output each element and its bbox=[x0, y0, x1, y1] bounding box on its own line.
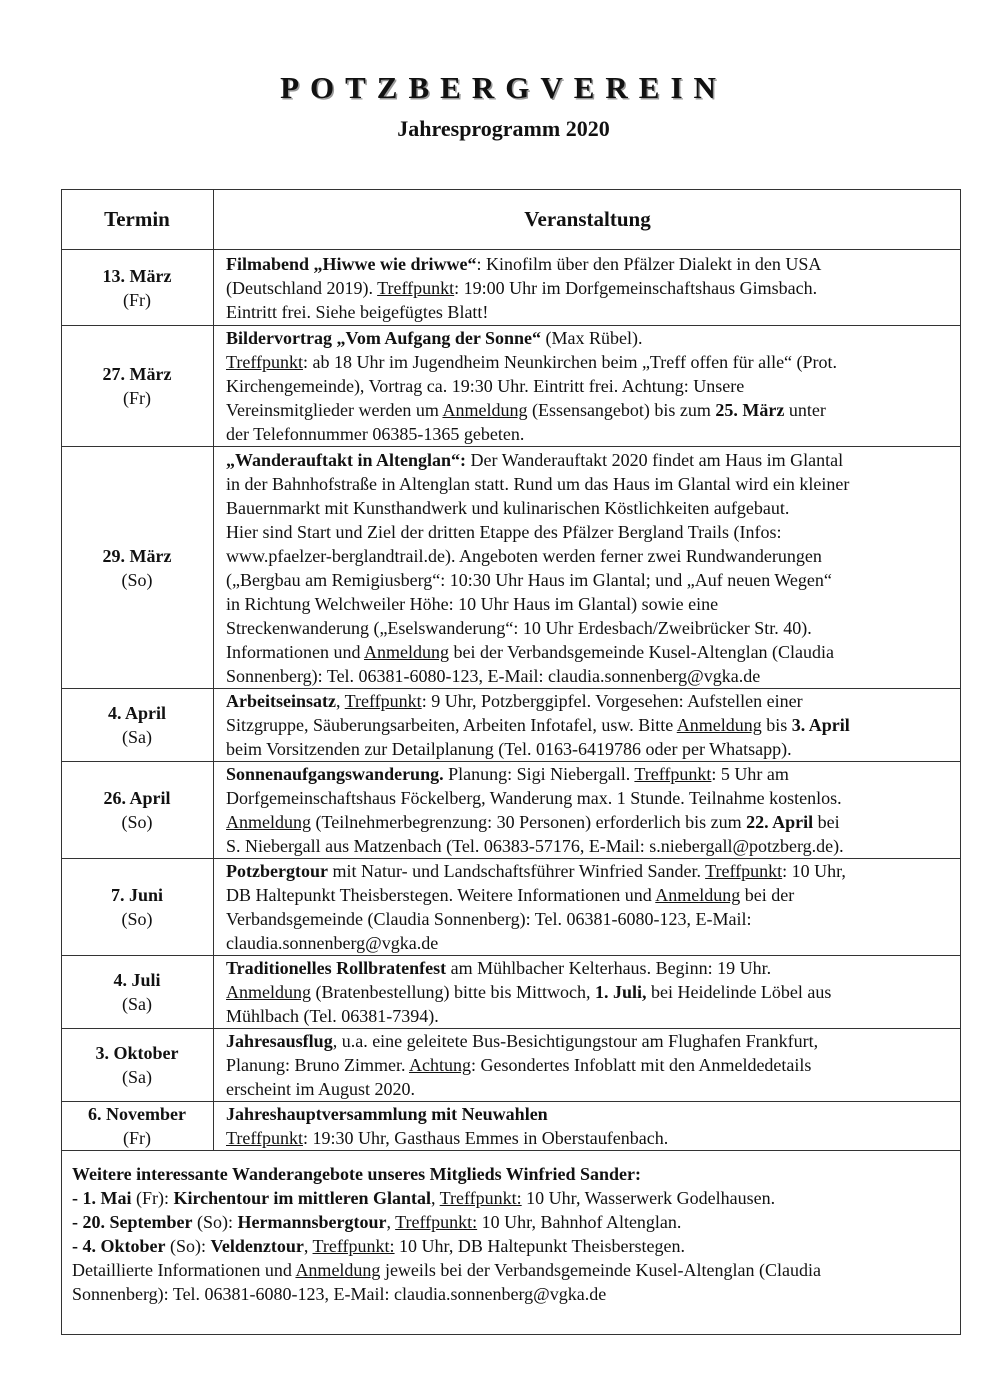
text-segment: , bbox=[303, 1236, 313, 1256]
text-line bbox=[226, 907, 957, 931]
text-segment: bei bbox=[813, 812, 840, 832]
bold-text: Arbeitseinsatz bbox=[226, 691, 336, 711]
text-segment: : ab 18 Uhr im Jugendheim Neunkirchen beim „Treff offen für alle“ (Prot. bbox=[303, 352, 838, 372]
text-segment: 10 Uhr, Bahnhof Altenglan. bbox=[477, 1212, 682, 1232]
underlined-term: Treffpunkt bbox=[634, 764, 712, 784]
bold-text: Sonnenaufgangswanderung. bbox=[226, 764, 444, 784]
bold-text: Filmabend „Hiwwe wie driwwe“ bbox=[226, 253, 477, 274]
text-line bbox=[226, 568, 957, 592]
text-line bbox=[226, 448, 957, 472]
text-line bbox=[226, 883, 957, 907]
text-segment: bei Heidelinde Löbel aus bbox=[646, 982, 832, 1002]
text-line bbox=[226, 1029, 957, 1053]
text-segment: in Richtung Welchweiler Höhe: 10 Uhr Haus im Glantal) sowie eine bbox=[226, 593, 719, 614]
table-row bbox=[61, 859, 961, 956]
text-segment: Vereinsmitglieder werden um bbox=[226, 400, 443, 420]
text-line bbox=[226, 762, 957, 786]
text-segment: (Max Rübel). bbox=[541, 328, 643, 348]
bold-text: Weitere interessante Wanderangebote unseres Mitglieds Winfried Sander: bbox=[72, 1164, 641, 1184]
table-row bbox=[61, 762, 961, 859]
column-header-event: Veranstaltung bbox=[214, 189, 962, 250]
text-segment: S. Niebergall aus Matzenbach (Tel. 06383-57176, E-Mail: s.niebergall@potzberg.de). bbox=[226, 836, 844, 856]
text-segment: (Deutschland 2019). bbox=[226, 277, 378, 298]
text-segment: Hier sind Start und Ziel der dritten Etappe des Pfälzer Bergland Trails (Infos: bbox=[226, 521, 782, 542]
event-date-cell bbox=[61, 250, 214, 326]
event-date-cell bbox=[61, 447, 214, 689]
bold-text: - 4. Oktober bbox=[72, 1236, 166, 1256]
text-segment: 10 Uhr, Wasserwerk Godelhausen. bbox=[521, 1188, 776, 1208]
event-date: 29. März bbox=[102, 545, 172, 566]
event-description bbox=[214, 447, 962, 689]
text-segment: Verbandsgemeinde (Claudia Sonnenberg): Tel. 06381-6080-123, E-Mail: bbox=[226, 909, 752, 929]
text-line bbox=[226, 276, 957, 300]
text-line bbox=[72, 1162, 952, 1186]
event-weekday: (Fr) bbox=[123, 289, 151, 310]
text-line bbox=[226, 252, 957, 276]
text-line bbox=[226, 326, 957, 350]
text-segment: DB Haltepunkt Theisberstegen. Weitere Informationen und bbox=[226, 885, 656, 905]
text-line bbox=[226, 544, 957, 568]
text-line bbox=[72, 1186, 952, 1210]
table-row bbox=[61, 250, 961, 326]
text-line bbox=[226, 664, 957, 688]
event-description bbox=[214, 250, 962, 326]
text-line bbox=[226, 374, 957, 398]
event-date-cell bbox=[61, 689, 214, 762]
text-line bbox=[226, 1053, 957, 1077]
text-segment: beim Vorsitzenden zur Detailplanung (Tel. 0163-6419786 oder per Whatsapp). bbox=[226, 739, 792, 759]
text-segment: , bbox=[335, 691, 345, 711]
text-segment: Streckenwanderung („Eselswanderung“: 10 Uhr Erdesbach/Zweibrücker Str. 40). bbox=[226, 617, 812, 638]
text-line bbox=[226, 520, 957, 544]
table-row bbox=[61, 689, 961, 762]
text-line bbox=[226, 931, 957, 955]
event-weekday: (So) bbox=[121, 569, 153, 590]
text-segment: , bbox=[430, 1188, 440, 1208]
table-row bbox=[61, 1102, 961, 1151]
text-line bbox=[72, 1258, 952, 1282]
text-segment: , u.a. eine geleitete Bus-Besichtigungstour am Flughafen Frankfurt, bbox=[332, 1031, 819, 1051]
underlined-term: Treffpunkt bbox=[377, 277, 455, 298]
event-date: 3. Oktober bbox=[95, 1043, 179, 1063]
bold-text: „Wanderauftakt in Altenglan“: bbox=[226, 449, 467, 470]
event-date: 6. November bbox=[88, 1104, 186, 1124]
underlined-term: Treffpunkt bbox=[344, 691, 422, 711]
underlined-term: Anmeldung bbox=[442, 400, 528, 420]
event-description bbox=[214, 956, 962, 1029]
text-line bbox=[226, 1077, 957, 1101]
underlined-term: Treffpunkt: bbox=[395, 1212, 478, 1232]
text-line bbox=[72, 1282, 952, 1306]
event-table bbox=[61, 189, 961, 1151]
text-segment: Planung: Bruno Zimmer. bbox=[226, 1055, 409, 1075]
text-segment: 10 Uhr, DB Haltepunkt Theisberstegen. bbox=[394, 1236, 685, 1256]
event-date-cell bbox=[61, 326, 214, 447]
event-weekday: (Sa) bbox=[122, 994, 152, 1014]
text-segment: Der Wanderauftakt 2020 findet am Haus im Glantal bbox=[466, 449, 844, 470]
document-title: POTZBERGVEREIN bbox=[280, 70, 727, 105]
text-segment: Planung: Sigi Niebergall. bbox=[443, 764, 635, 784]
text-line bbox=[226, 810, 957, 834]
text-segment: Informationen und bbox=[226, 641, 364, 662]
underlined-term: Treffpunkt: bbox=[439, 1188, 522, 1208]
text-segment: bis bbox=[761, 715, 792, 735]
text-line bbox=[226, 300, 957, 324]
text-segment: in der Bahnhofstraße in Altenglan statt. Rund um das Haus im Glantal wird ein kleiner bbox=[226, 473, 850, 494]
event-weekday: (Sa) bbox=[122, 727, 152, 747]
event-description bbox=[214, 326, 962, 447]
text-segment: Eintritt frei. Siehe beigefügtes Blatt! bbox=[226, 301, 489, 322]
event-table-body bbox=[61, 250, 961, 1151]
event-date: 4. April bbox=[107, 703, 166, 723]
underlined-term: Treffpunkt bbox=[226, 352, 304, 372]
bold-text: Jahresausflug bbox=[226, 1031, 333, 1051]
text-line bbox=[226, 1126, 957, 1150]
event-description bbox=[214, 762, 962, 859]
text-segment: : 9 Uhr, Potzberggipfel. Vorgesehen: Aufstellen einer bbox=[421, 691, 803, 711]
text-line bbox=[72, 1210, 952, 1234]
text-segment: Dorfgemeinschaftshaus Föckelberg, Wanderung max. 1 Stunde. Teilnahme kostenlos. bbox=[226, 788, 842, 808]
bold-text: 3. April bbox=[791, 715, 850, 735]
bold-text: Potzbergtour bbox=[226, 861, 328, 881]
bold-text: 25. März bbox=[715, 400, 785, 420]
underlined-term: Anmeldung bbox=[226, 812, 311, 832]
text-segment: : 19:30 Uhr, Gasthaus Emmes in Oberstaufenbach. bbox=[303, 1128, 669, 1148]
bold-text: Traditionelles Rollbratenfest bbox=[226, 958, 447, 978]
table-row bbox=[61, 326, 961, 447]
text-line bbox=[226, 592, 957, 616]
bold-text: 22. April bbox=[746, 812, 814, 832]
text-segment: (Essensangebot) bis zum bbox=[527, 400, 716, 420]
event-description bbox=[214, 689, 962, 762]
bold-text: Hermannsbergtour bbox=[237, 1212, 387, 1232]
event-date: 4. Juli bbox=[113, 970, 161, 990]
text-segment: : 10 Uhr, bbox=[782, 861, 846, 881]
event-date-cell bbox=[61, 956, 214, 1029]
text-line bbox=[226, 1004, 957, 1028]
event-date-cell bbox=[61, 762, 214, 859]
text-line bbox=[226, 472, 957, 496]
text-line bbox=[226, 398, 957, 422]
underlined-term: Anmeldung bbox=[295, 1260, 381, 1280]
text-segment: („Bergbau am Remigiusberg“: 10:30 Uhr Haus im Glantal; und „Auf neuen Wegen“ bbox=[226, 569, 832, 590]
text-segment: : 5 Uhr am bbox=[711, 764, 789, 784]
bold-text: Veldenztour bbox=[210, 1236, 304, 1256]
text-segment: (Teilnehmerbegrenzung: 30 Personen) erforderlich bis zum bbox=[311, 812, 747, 832]
document-subtitle: Jahresprogramm 2020 bbox=[397, 116, 610, 141]
column-header-date: Termin bbox=[61, 189, 214, 250]
text-line bbox=[226, 834, 957, 858]
underlined-term: Treffpunkt bbox=[705, 861, 783, 881]
text-segment: Sonnenberg): Tel. 06381-6080-123, E-Mail: claudia.sonnenberg@vgka.de bbox=[226, 665, 761, 686]
event-description bbox=[214, 859, 962, 956]
text-line bbox=[226, 616, 957, 640]
underlined-term: Treffpunkt: bbox=[312, 1236, 395, 1256]
event-date: 13. März bbox=[102, 265, 172, 286]
event-description bbox=[214, 1029, 962, 1102]
text-segment: claudia.sonnenberg@vgka.de bbox=[226, 933, 439, 953]
event-description bbox=[214, 1102, 962, 1151]
text-line bbox=[226, 713, 957, 737]
text-line bbox=[226, 786, 957, 810]
text-segment: Mühlbach (Tel. 06381-7394). bbox=[226, 1006, 439, 1026]
table-row bbox=[61, 447, 961, 689]
bold-text: Bildervortrag „Vom Aufgang der Sonne“ bbox=[226, 328, 542, 348]
text-segment: unter bbox=[784, 400, 826, 420]
text-line bbox=[226, 859, 957, 883]
text-segment: : Gesondertes Infoblatt mit den Anmeldedetails bbox=[471, 1055, 812, 1075]
event-weekday: (Sa) bbox=[122, 1067, 152, 1087]
text-segment: Bauernmarkt mit Kunsthandwerk und kulinarischen Köstlichkeiten aufgebaut. bbox=[226, 497, 790, 518]
text-segment: : Kinofilm über den Pfälzer Dialekt in den USA bbox=[476, 253, 822, 274]
event-weekday: (So) bbox=[121, 909, 153, 929]
text-segment: www.pfaelzer-berglandtrail.de). Angeboten werden ferner zwei Rundwanderungen bbox=[226, 545, 822, 566]
text-segment: : 19:00 Uhr im Dorfgemeinschaftshaus Gimsbach. bbox=[454, 277, 818, 298]
event-date-cell bbox=[61, 1102, 214, 1151]
underlined-term: Anmeldung bbox=[655, 885, 741, 905]
text-segment: (So): bbox=[165, 1236, 211, 1256]
text-segment: Detaillierte Informationen und bbox=[72, 1260, 296, 1280]
underlined-term: Anmeldung bbox=[676, 715, 762, 735]
bold-text: 1. Juli, bbox=[594, 982, 647, 1002]
bold-text: - 1. Mai bbox=[72, 1188, 132, 1208]
text-segment: bei der Verbandsgemeinde Kusel-Altenglan (Claudia bbox=[448, 641, 835, 662]
text-segment: , bbox=[386, 1212, 396, 1232]
text-segment: der Telefonnummer 06385-1365 gebeten. bbox=[226, 424, 525, 444]
event-weekday: (Fr) bbox=[123, 388, 151, 408]
text-segment: (Bratenbestellung) bitte bis Mittwoch, bbox=[311, 982, 595, 1002]
text-line bbox=[226, 496, 957, 520]
text-segment: Kirchengemeinde), Vortrag ca. 19:30 Uhr. Eintritt frei. Achtung: Unsere bbox=[226, 376, 745, 396]
text-line bbox=[226, 737, 957, 761]
bold-text: Jahreshauptversammlung mit Neuwahlen bbox=[226, 1104, 548, 1124]
underlined-term: Achtung bbox=[409, 1055, 471, 1075]
bold-text: - 20. September bbox=[72, 1212, 193, 1232]
text-segment: bei der bbox=[740, 885, 795, 905]
text-segment: Sitzgruppe, Säuberungsarbeiten, Arbeiten Infotafel, usw. Bitte bbox=[226, 715, 677, 735]
text-segment: mit Natur- und Landschaftsführer Winfried Sander. bbox=[327, 861, 706, 881]
event-date-cell bbox=[61, 1029, 214, 1102]
text-line bbox=[226, 350, 957, 374]
underlined-term: Anmeldung bbox=[226, 982, 311, 1002]
event-date: 7. Juni bbox=[110, 885, 164, 905]
event-date: 27. März bbox=[102, 364, 172, 384]
text-line bbox=[226, 1102, 957, 1126]
event-weekday: (So) bbox=[121, 812, 153, 832]
text-segment: am Mühlbacher Kelterhaus. Beginn: 19 Uhr. bbox=[446, 958, 772, 978]
text-line bbox=[226, 640, 957, 664]
table-row bbox=[61, 956, 961, 1029]
underlined-term: Treffpunkt bbox=[226, 1128, 304, 1148]
text-segment: Sonnenberg): Tel. 06381-6080-123, E-Mail: claudia.sonnenberg@vgka.de bbox=[72, 1284, 607, 1304]
text-line bbox=[226, 422, 957, 446]
bold-text: Kirchentour im mittleren Glantal bbox=[173, 1188, 431, 1208]
table-header-row bbox=[61, 189, 961, 250]
text-line bbox=[226, 956, 957, 980]
text-segment: erscheint im August 2020. bbox=[226, 1079, 415, 1099]
text-segment: (Fr): bbox=[131, 1188, 174, 1208]
event-weekday: (Fr) bbox=[123, 1128, 151, 1148]
table-row bbox=[61, 1029, 961, 1102]
text-line bbox=[226, 980, 957, 1004]
event-date: 26. April bbox=[103, 788, 171, 808]
event-date-cell bbox=[61, 859, 214, 956]
text-segment: jeweils bei der Verbandsgemeinde Kusel-Altenglan (Claudia bbox=[380, 1260, 821, 1280]
text-segment: (So): bbox=[192, 1212, 238, 1232]
underlined-term: Anmeldung bbox=[363, 641, 449, 662]
text-line bbox=[72, 1234, 952, 1258]
text-line bbox=[226, 689, 957, 713]
additional-hikes bbox=[72, 1162, 952, 1306]
